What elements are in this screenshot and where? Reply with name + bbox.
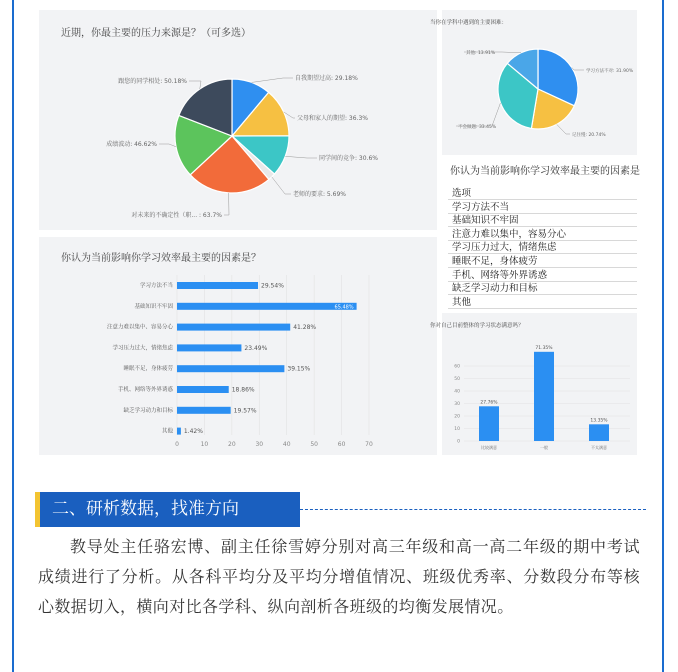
pie-chart-difficulty-title: 当你在学科中遇到的主要困难： [430, 20, 508, 26]
pie-chart-stress-title: 近期，你最主要的压力来源是？（可多选） [61, 28, 251, 39]
pie-chart-difficulty-slice-label: 学习方法不对: 31.90% [586, 69, 634, 74]
bar-chart-satisfaction-tick-label: 60 [454, 364, 460, 370]
bar-chart-efficiency-category-label: 学习方法不当 [139, 283, 173, 289]
bar-chart-efficiency-value-label: 1.42% [183, 428, 203, 436]
pie-chart-difficulty-leader-line [572, 67, 584, 70]
bar-chart-efficiency-title: 你认为当前影响你学习效率最主要的因素是？ [61, 253, 261, 264]
bar-chart-efficiency-bar [177, 344, 241, 351]
bar-chart-efficiency-tick-label: 10 [200, 441, 209, 448]
factor-options-table-row: 缺乏学习动力和目标 [448, 282, 637, 295]
pie-chart-difficulty-leader-line [557, 124, 570, 134]
section-heading-divider [300, 509, 646, 510]
bar-chart-satisfaction-bar [589, 424, 609, 441]
bar-chart-satisfaction-tick-label: 10 [454, 427, 460, 432]
factor-options-table-row: 学习方法不当 [448, 201, 637, 214]
bar-chart-efficiency-bar [177, 386, 229, 393]
pie-chart-difficulty [442, 10, 637, 155]
section-heading-accent [35, 492, 40, 527]
factor-options-table-row: 其他 [448, 296, 637, 309]
bar-chart-efficiency-category-label: 其他 [161, 428, 173, 435]
factor-options-table-row: 选项 [448, 187, 637, 200]
pie-chart-difficulty-slice-label: 记住慢: 20.74% [572, 133, 606, 138]
bar-chart-efficiency-category-label: 基础知识不牢固 [134, 303, 173, 310]
pie-chart-difficulty-slice-label: 不会做题: 33.45% [458, 125, 497, 130]
pie-chart-stress-slice-label: 对未来的不确定性（职... : 63.7% [131, 212, 222, 219]
pie-chart-stress-slice-label: 成绩波动: 46.62% [106, 141, 157, 148]
bar-chart-satisfaction-category-label: 一般 [540, 445, 548, 450]
bar-chart-satisfaction-panel [430, 313, 637, 455]
bar-chart-satisfaction-value-label: 71.35% [535, 345, 553, 351]
pie-chart-stress-slice-label: 父母和家人的期望: 36.3% [297, 115, 368, 122]
bar-chart-efficiency-value-label: 39.15% [287, 365, 311, 373]
section-heading: 二、研析数据，找准方向 [52, 499, 239, 519]
bar-chart-satisfaction-bar [534, 352, 554, 441]
pie-chart-stress-leader-line [224, 193, 229, 215]
pie-chart-stress-leader-line [159, 144, 176, 147]
bar-chart-satisfaction [442, 313, 637, 455]
bar-chart-satisfaction-value-label: 13.35% [590, 418, 608, 424]
bar-chart-satisfaction-title: 你对自己目前整体的学习状态满意吗？ [430, 323, 524, 329]
bar-chart-satisfaction-category-label: 比较满意 [481, 445, 497, 450]
bar-chart-efficiency-bar [177, 303, 357, 310]
bar-chart-satisfaction-tick-label: 20 [454, 414, 460, 420]
bar-chart-efficiency-value-label: 19.57% [233, 407, 257, 415]
bar-chart-satisfaction-bar [479, 406, 499, 441]
pie-chart-stress-slice-label: 老师的要求: 5.69% [293, 191, 346, 198]
pie-chart-stress-slice-label: 同学间的竞争: 30.6% [319, 155, 378, 162]
bar-chart-efficiency-value-label: 18.86% [231, 386, 255, 394]
bar-chart-efficiency-value-label: 65.48% [334, 304, 354, 311]
pie-chart-stress-slice-label: 跟您的同学相处: 50.18% [118, 78, 187, 85]
bar-chart-efficiency-tick-label: 60 [337, 441, 346, 448]
bar-chart-satisfaction-tick-label: 0 [457, 439, 460, 445]
factor-options-table-row: 注意力难以集中，容易分心 [448, 228, 637, 241]
factor-options-table [445, 158, 640, 308]
bar-chart-efficiency-tick-label: 70 [365, 441, 373, 448]
factor-options-table-title: 你认为当前影响你学习效率最主要的因素是 [450, 166, 640, 177]
bar-chart-efficiency-tick-label: 30 [255, 441, 264, 448]
bar-chart-efficiency-category-label: 注意力难以集中、容易分心 [106, 324, 173, 331]
pie-chart-stress-slice-label: 自我期望过高: 29.18% [295, 75, 358, 82]
pie-chart-stress-leader-line [272, 177, 291, 194]
pie-chart-stress-leader-line [252, 78, 293, 82]
bar-chart-efficiency-value-label: 41.28% [293, 324, 317, 332]
bar-chart-satisfaction-tick-label: 50 [454, 377, 460, 382]
bar-chart-efficiency-value-label: 23.49% [244, 344, 268, 352]
factor-options-table-row: 睡眠不足，身体疲劳 [448, 255, 637, 268]
bar-chart-efficiency-tick-label: 40 [282, 441, 291, 448]
bar-chart-efficiency-bar [177, 407, 231, 414]
bar-chart-satisfaction-tick-label: 40 [454, 389, 460, 395]
pie-chart-difficulty-slice-label: 其他: 13.91% [466, 51, 496, 56]
pie-chart-difficulty-panel [430, 10, 637, 155]
bar-chart-efficiency-value-label: 29.54% [261, 282, 284, 290]
bar-chart-efficiency-bar [177, 324, 290, 331]
pie-chart-stress-leader-line [285, 156, 317, 158]
bar-chart-satisfaction-category-label: 不太满意 [591, 445, 607, 450]
bar-chart-efficiency-panel [39, 237, 437, 455]
pie-chart-stress-leader-line [189, 81, 201, 89]
bar-chart-efficiency [39, 237, 437, 455]
bar-chart-efficiency-tick-label: 50 [310, 441, 318, 448]
bar-chart-efficiency-category-label: 手机、网络等外界诱惑 [117, 387, 173, 393]
bar-chart-efficiency-bar [177, 428, 181, 435]
factor-options-table-row: 手机、网络等外界诱惑 [448, 269, 637, 282]
bar-chart-efficiency-bar [177, 365, 284, 372]
bar-chart-satisfaction-value-label: 27.76% [480, 400, 498, 406]
bar-chart-efficiency-tick-label: 0 [175, 441, 179, 448]
bar-chart-efficiency-category-label: 睡眠不足，身体疲劳 [123, 366, 173, 373]
bar-chart-efficiency-tick-label: 20 [228, 441, 236, 448]
pie-chart-difficulty-leader-line [456, 103, 500, 126]
article-paragraph: 教导处主任骆宏博、副主任徐雪婷分别对高三年级和高一高二年级的期中考试成绩进行了分析。从各科平均分及平均分增值情况、班级优秀率、分数段分布等核心数据切入，横向对比各学科、纵向剖析各班级的均衡发展情况。 [38, 537, 640, 616]
pie-chart-stress-panel [39, 10, 437, 230]
factor-options-table-row: 学习压力过大，情绪焦虑 [448, 241, 637, 254]
bar-chart-efficiency-category-label: 学习压力过大，情绪焦虑 [112, 345, 173, 352]
bar-chart-efficiency-bar [177, 282, 258, 289]
factor-options-table-row: 基础知识不牢固 [448, 214, 637, 227]
bar-chart-satisfaction-tick-label: 30 [454, 402, 460, 407]
pie-chart-stress [39, 10, 437, 230]
bar-chart-efficiency-category-label: 缺乏学习动力和目标 [123, 407, 173, 414]
